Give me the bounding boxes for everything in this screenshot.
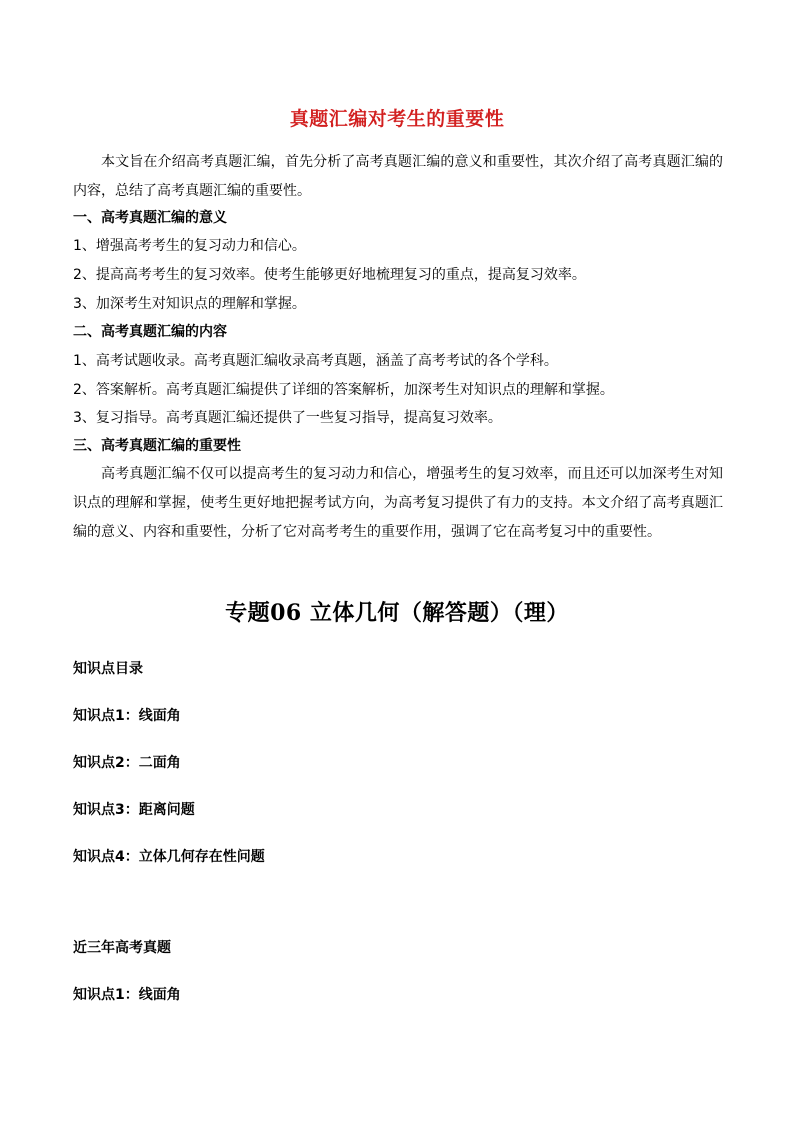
section3-paragraph: 高考真题汇编不仅可以提高考生的复习动力和信心，增强考生的复习效率，而且还可以加深考生对知识点的理解和掌握，使考生更好地把握考试方向，为高考复习提供了有力的支持。本文介绍了高考真题汇编的意义、内容和重要性，分析了它对高考考生的重要作用，强调了它在高考复习中的重要性。 [73,466,723,540]
toc-item: 知识点4：立体几何存在性问题 [73,849,265,865]
recent-heading: 近三年高考真题 [73,940,171,956]
section2-item: 1、高考试题收录。高考真题汇编收录高考真题，涵盖了高考考试的各个学科。 [73,353,558,369]
section2-item: 2、答案解析。高考真题汇编提供了详细的答案解析，加深考生对知识点的理解和掌握。 [73,382,614,398]
section2-heading: 二、高考真题汇编的内容 [73,324,227,340]
toc-item: 知识点3：距离问题 [73,802,195,818]
toc-item: 知识点2：二面角 [73,755,181,771]
section2-item: 3、复习指导。高考真题汇编还提供了一些复习指导，提高复习效率。 [73,410,502,426]
section1-item: 1、增强高考考生的复习动力和信心。 [73,238,306,254]
recent-first-item: 知识点1：线面角 [73,987,181,1003]
intro-paragraph: 本文旨在介绍高考真题汇编，首先分析了高考真题汇编的意义和重要性，其次介绍了高考真题汇编的内容，总结了高考真题汇编的重要性。 [73,154,723,199]
section1-item: 2、提高高考考生的复习效率。使考生能够更好地梳理复习的重点，提高复习效率。 [73,267,586,283]
section1-heading: 一、高考真题汇编的意义 [73,210,227,226]
section1-item: 3、加深考生对知识点的理解和掌握。 [73,296,306,312]
toc-item: 知识点1：线面角 [73,708,181,724]
topic-title: 专题06 立体几何（解答题）（理） [225,600,569,626]
page-title: 真题汇编对考生的重要性 [289,108,505,130]
toc-heading: 知识点目录 [73,661,143,677]
section3-heading: 三、高考真题汇编的重要性 [73,438,241,454]
